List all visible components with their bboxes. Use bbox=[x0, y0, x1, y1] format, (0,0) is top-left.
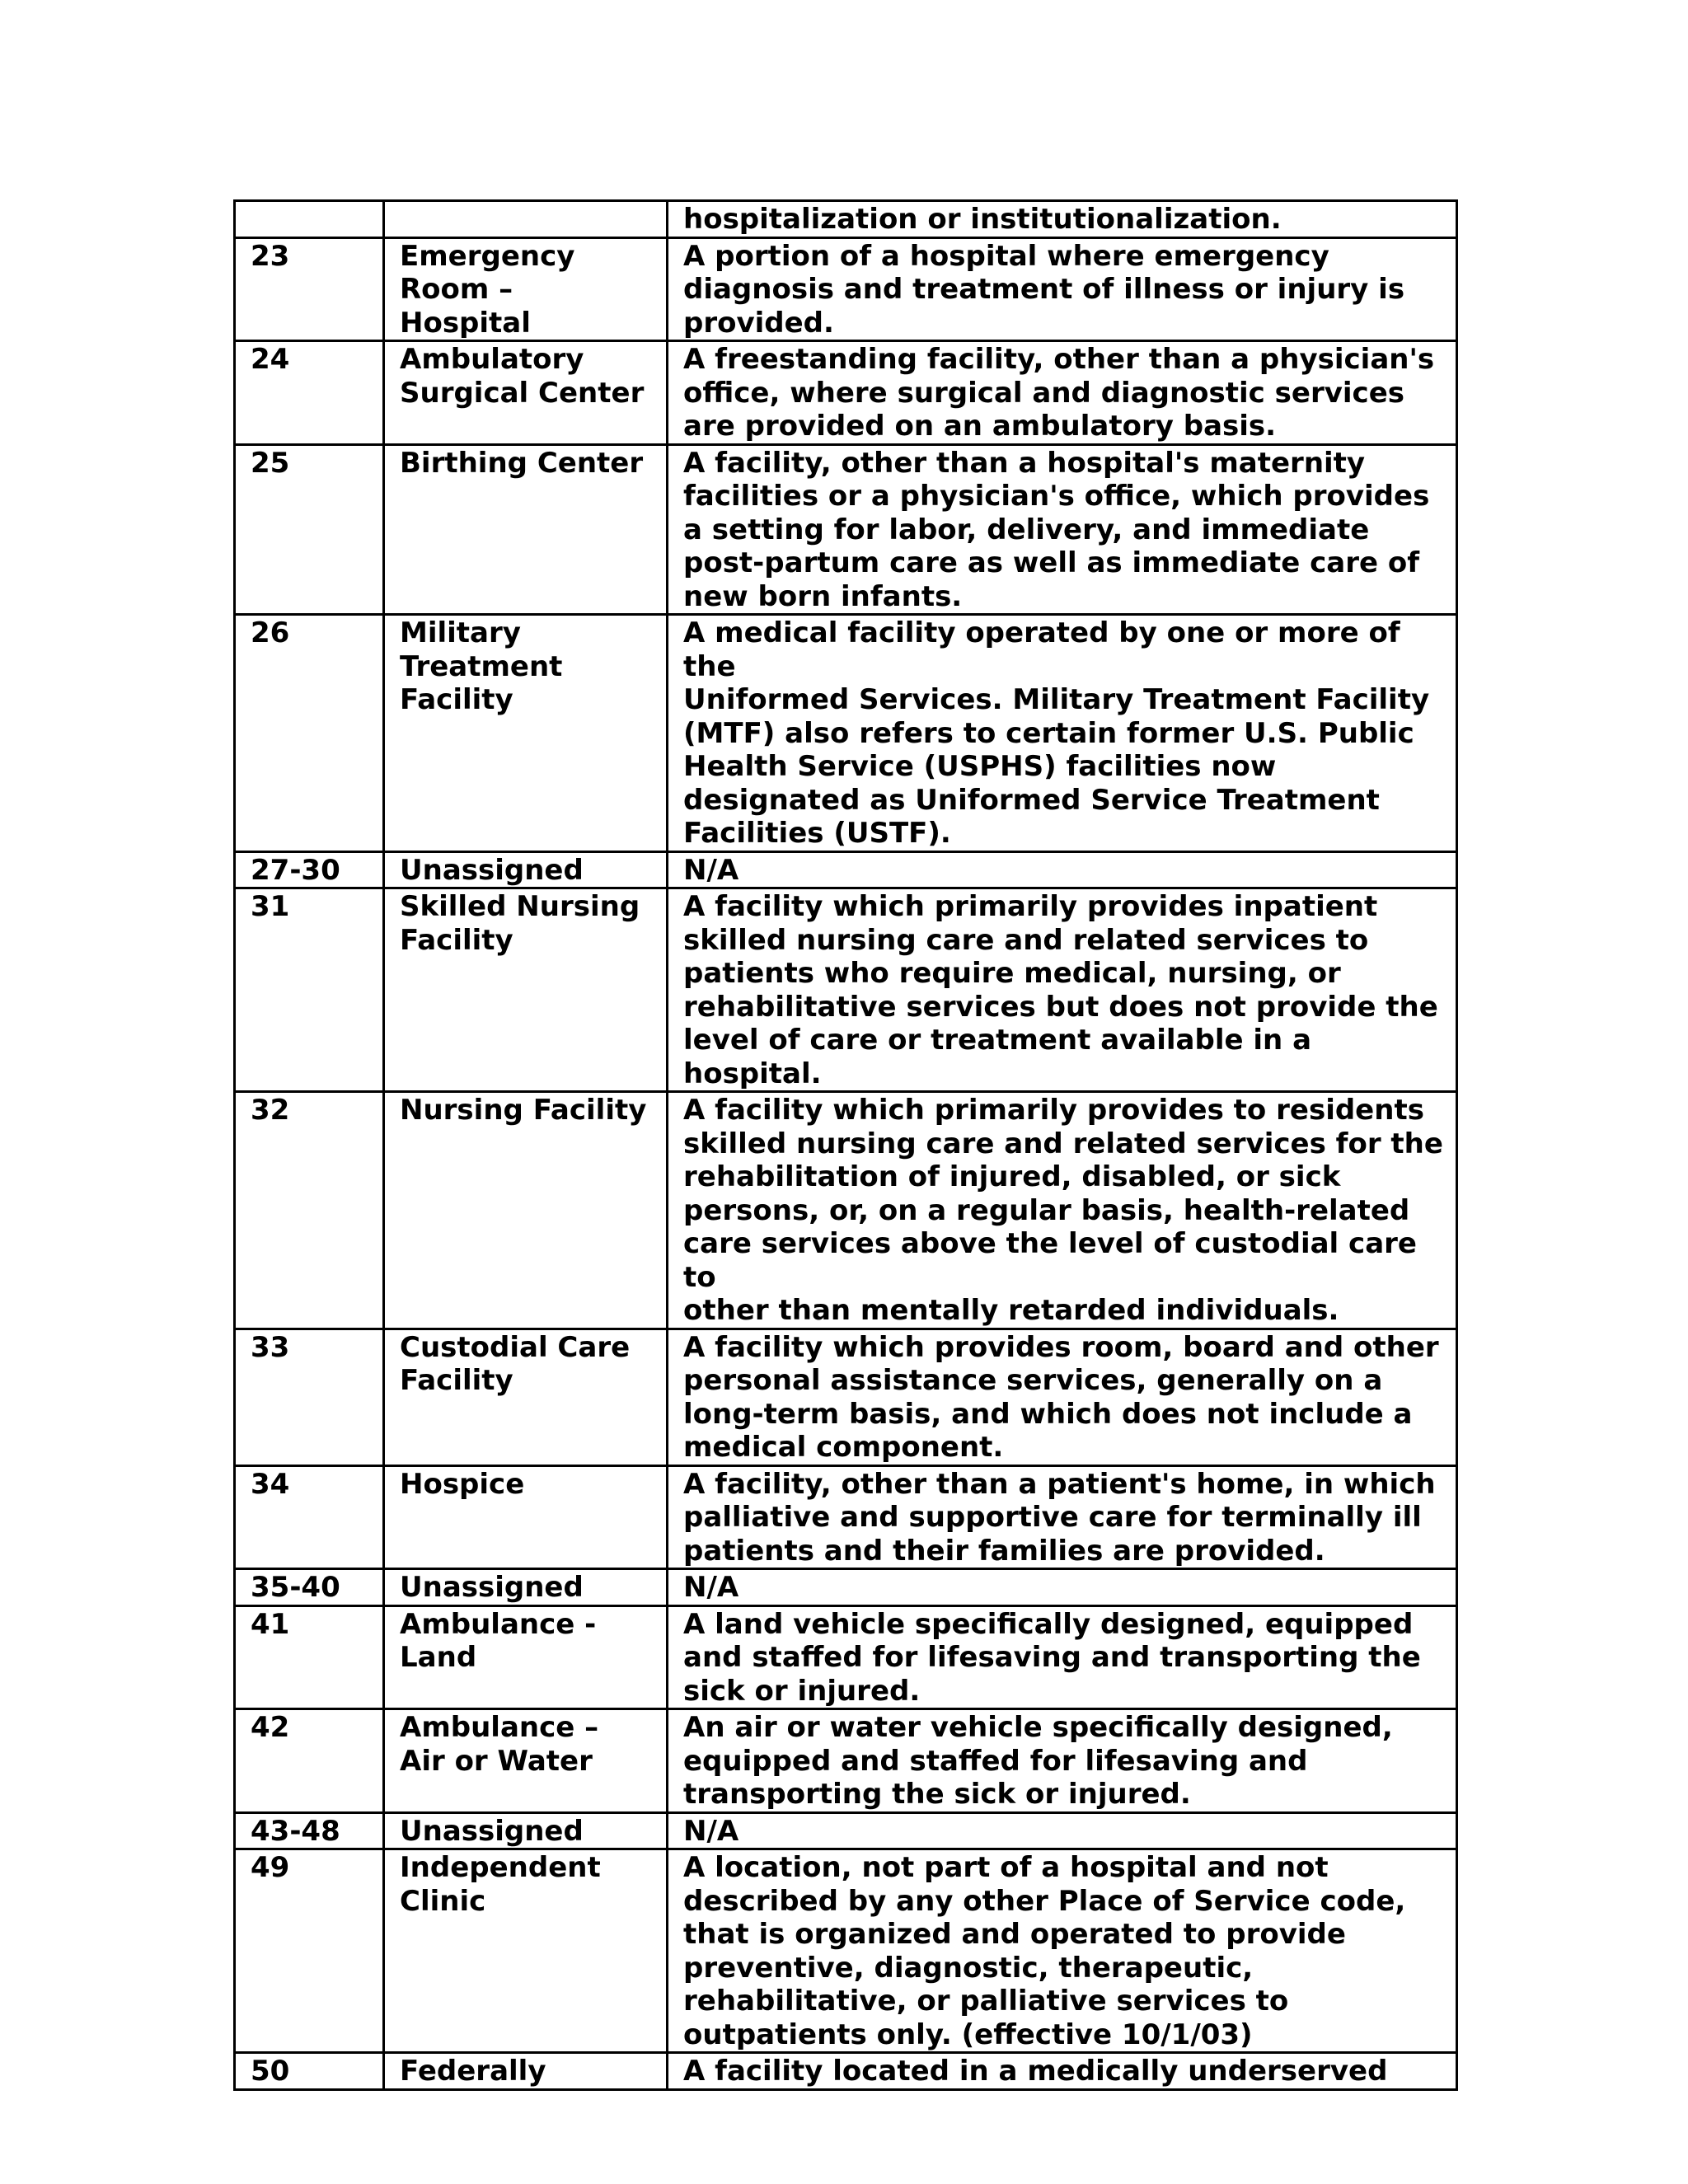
code-cell: 24 bbox=[235, 341, 384, 445]
description-cell: A facility which primarily provides to residents skilled nursing care and related services for the rehabilitation of injured, disabled, or sick persons, or, on a regular basis, health-related care services above the level of custodial care to other than mentally retarded individuals. bbox=[668, 1092, 1457, 1329]
code-cell: 33 bbox=[235, 1329, 384, 1465]
description-cell: A medical facility operated by one or more of the Uniformed Services. Military Treatment Facility (MTF) also refers to certain former U.S. Public Health Service (USPHS) facilities now designated as Uniformed Service Treatment Facilities (USTF). bbox=[668, 615, 1457, 852]
table-row bbox=[235, 2053, 1457, 2090]
code-cell: 27-30 bbox=[235, 851, 384, 888]
code-cell: 32 bbox=[235, 1092, 384, 1329]
code-cell: 42 bbox=[235, 1709, 384, 1813]
table-row bbox=[235, 1849, 1457, 2053]
table-row bbox=[235, 1812, 1457, 1849]
name-cell: Independent Clinic bbox=[384, 1849, 668, 2053]
table-row bbox=[235, 888, 1457, 1092]
description-cell: A land vehicle specifically designed, equipped and staffed for lifesaving and transporting the sick or injured. bbox=[668, 1605, 1457, 1709]
name-cell: Military Treatment Facility bbox=[384, 615, 668, 852]
code-cell bbox=[235, 201, 384, 238]
description-cell: N/A bbox=[668, 1812, 1457, 1849]
code-cell: 25 bbox=[235, 444, 384, 615]
name-cell: Federally bbox=[384, 2053, 668, 2090]
code-cell: 34 bbox=[235, 1465, 384, 1569]
code-cell: 43-48 bbox=[235, 1812, 384, 1849]
description-cell: A portion of a hospital where emergency diagnosis and treatment of illness or injury is provided. bbox=[668, 237, 1457, 341]
code-cell: 31 bbox=[235, 888, 384, 1092]
table-row bbox=[235, 615, 1457, 852]
code-cell: 26 bbox=[235, 615, 384, 852]
name-cell: Skilled Nursing Facility bbox=[384, 888, 668, 1092]
name-cell: Unassigned bbox=[384, 1812, 668, 1849]
name-cell: Nursing Facility bbox=[384, 1092, 668, 1329]
name-cell: Unassigned bbox=[384, 851, 668, 888]
code-cell: 23 bbox=[235, 237, 384, 341]
code-cell: 35-40 bbox=[235, 1569, 384, 1606]
name-cell: Birthing Center bbox=[384, 444, 668, 615]
name-cell: Emergency Room – Hospital bbox=[384, 237, 668, 341]
name-cell bbox=[384, 201, 668, 238]
name-cell: Ambulatory Surgical Center bbox=[384, 341, 668, 445]
table-row bbox=[235, 1569, 1457, 1606]
description-cell: hospitalization or institutionalization. bbox=[668, 201, 1457, 238]
description-cell: N/A bbox=[668, 851, 1457, 888]
table-row bbox=[235, 1465, 1457, 1569]
table-row bbox=[235, 851, 1457, 888]
code-cell: 41 bbox=[235, 1605, 384, 1709]
table-row bbox=[235, 1092, 1457, 1329]
description-cell: A facility located in a medically underserved bbox=[668, 2053, 1457, 2090]
name-cell: Ambulance – Air or Water bbox=[384, 1709, 668, 1813]
description-cell: A freestanding facility, other than a physician's office, where surgical and diagnostic services are provided on an ambulatory basis. bbox=[668, 341, 1457, 445]
place-of-service-table bbox=[233, 199, 1458, 2091]
table-row bbox=[235, 237, 1457, 341]
description-cell: A facility, other than a hospital's maternity facilities or a physician's office, which provides a setting for labor, delivery, and immediate post-partum care as well as immediate care of new born infants. bbox=[668, 444, 1457, 615]
table-row bbox=[235, 341, 1457, 445]
table-row bbox=[235, 1605, 1457, 1709]
description-cell: A facility, other than a patient's home, in which palliative and supportive care for terminally ill patients and their families are provided. bbox=[668, 1465, 1457, 1569]
name-cell: Unassigned bbox=[384, 1569, 668, 1606]
code-cell: 49 bbox=[235, 1849, 384, 2053]
code-cell: 50 bbox=[235, 2053, 384, 2090]
name-cell: Custodial Care Facility bbox=[384, 1329, 668, 1465]
description-cell: A facility which primarily provides inpatient skilled nursing care and related services to patients who require medical, nursing, or rehabilitative services but does not provide the level of care or treatment available in a hospital. bbox=[668, 888, 1457, 1092]
table-row bbox=[235, 1709, 1457, 1813]
table-row bbox=[235, 201, 1457, 238]
table-row bbox=[235, 444, 1457, 615]
name-cell: Ambulance - Land bbox=[384, 1605, 668, 1709]
table-row bbox=[235, 1329, 1457, 1465]
description-cell: A location, not part of a hospital and not described by any other Place of Service code, that is organized and operated to provide preventive, diagnostic, therapeutic, rehabilitative, or palliative services to outpatients only. (effective 10/1/03) bbox=[668, 1849, 1457, 2053]
description-cell: A facility which provides room, board and other personal assistance services, generally on a long-term basis, and which does not include a medical component. bbox=[668, 1329, 1457, 1465]
name-cell: Hospice bbox=[384, 1465, 668, 1569]
description-cell: N/A bbox=[668, 1569, 1457, 1606]
description-cell: An air or water vehicle specifically designed, equipped and staffed for lifesaving and transporting the sick or injured. bbox=[668, 1709, 1457, 1813]
